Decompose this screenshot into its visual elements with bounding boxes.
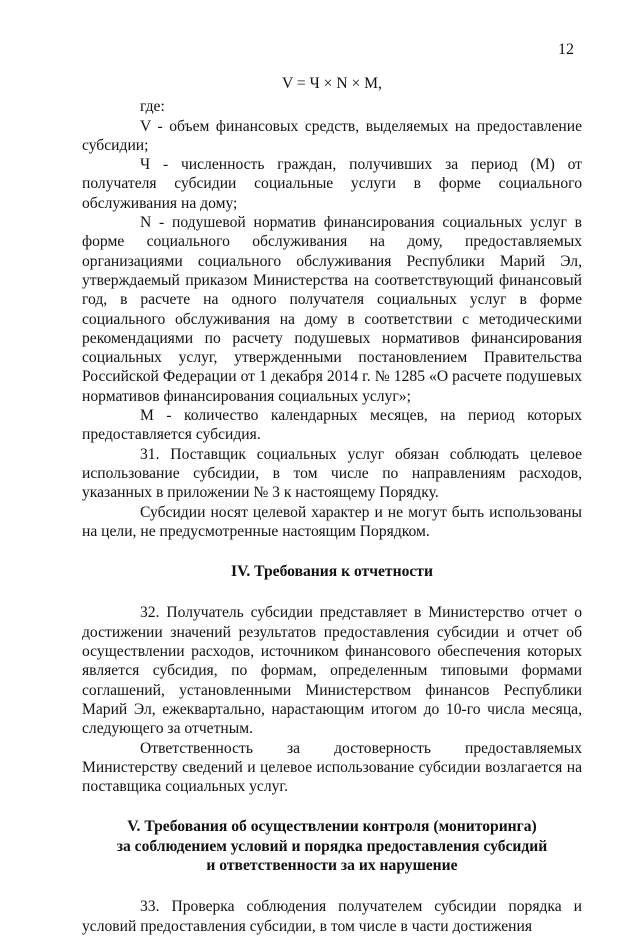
paragraph-31: 31. Поставщик социальных услуг обязан соблюдать целевое использование субсидии, в том числе по направлениям расходов, указанных в приложении № 3 к настоящему Порядку. <box>82 445 582 502</box>
definition-n: N - подушевой норматив финансирования социальных услуг в форме социального обслуживания на дому, предоставляемых организациями социального обслуживания Республики Марий Эл, утверждаемый приказом Министерства на соответствующий финансовый год, в расчете на одного получателя социальных услуг в форме социального обслуживания на дому в соответствии с методическими рекомендациями по расчету подушевых нормативов финансирования социальных услуг, утвержденными постановлением Правительства Российской Федерации от 1 декабря 2014 г. № 1285 «О расчете подушевых нормативов финансирования социальных услуг»; <box>82 214 582 405</box>
page-number: 12 <box>558 41 574 58</box>
where-label: где: <box>140 98 165 116</box>
paragraph-responsibility: Ответственность за достоверность предоставляемых Министерству сведений и целевое использование субсидии возлагается на поставщика социальных услуг. <box>82 739 582 796</box>
section-v-heading-line: за соблюдением условий и порядка предоставления субсидий <box>116 837 548 855</box>
definition-v: V - объем финансовых средств, выделяемых на предоставление субсидии; <box>82 117 582 154</box>
section-v-heading-line: и ответственности за их нарушение <box>206 856 458 874</box>
paragraph-subsidy-purpose: Субсидии носят целевой характер и не могут быть использованы на цели, не предусмотренные настоящим Порядком. <box>82 503 582 540</box>
paragraph-32: 32. Получатель субсидии представляет в Министерство отчет о достижении значений результатов предоставления субсидии и отчет об осуществлении расходов, источником финансового обеспечения которых является субсидия, по формам, определенным типовыми формами соглашений, установленными Министерством финансов Республики Марий Эл, ежеквартально, нарастающим итогом до 10-го числа месяца, следующего за отчетным. <box>82 604 582 738</box>
definition-m: М - количество календарных месяцев, на период которых предоставляется субсидия. <box>82 407 582 444</box>
section-v-heading <box>82 817 582 875</box>
paragraph-33: 33. Проверка соблюдения получателем субсидии порядка и условий предоставления субсидии, в том числе в части достижения <box>82 898 582 935</box>
formula: V = Ч × N × M, <box>282 75 382 92</box>
definition-ch: Ч - численность граждан, получивших за период (М) от получателя субсидии социальные услуги в форме социального обслуживания на дому; <box>82 156 582 212</box>
page-content <box>82 70 582 936</box>
section-v-heading-line: V. Требования об осуществлении контроля (мониторинга) <box>127 818 537 836</box>
section-iv-heading: IV. Требования к отчетности <box>231 563 433 581</box>
